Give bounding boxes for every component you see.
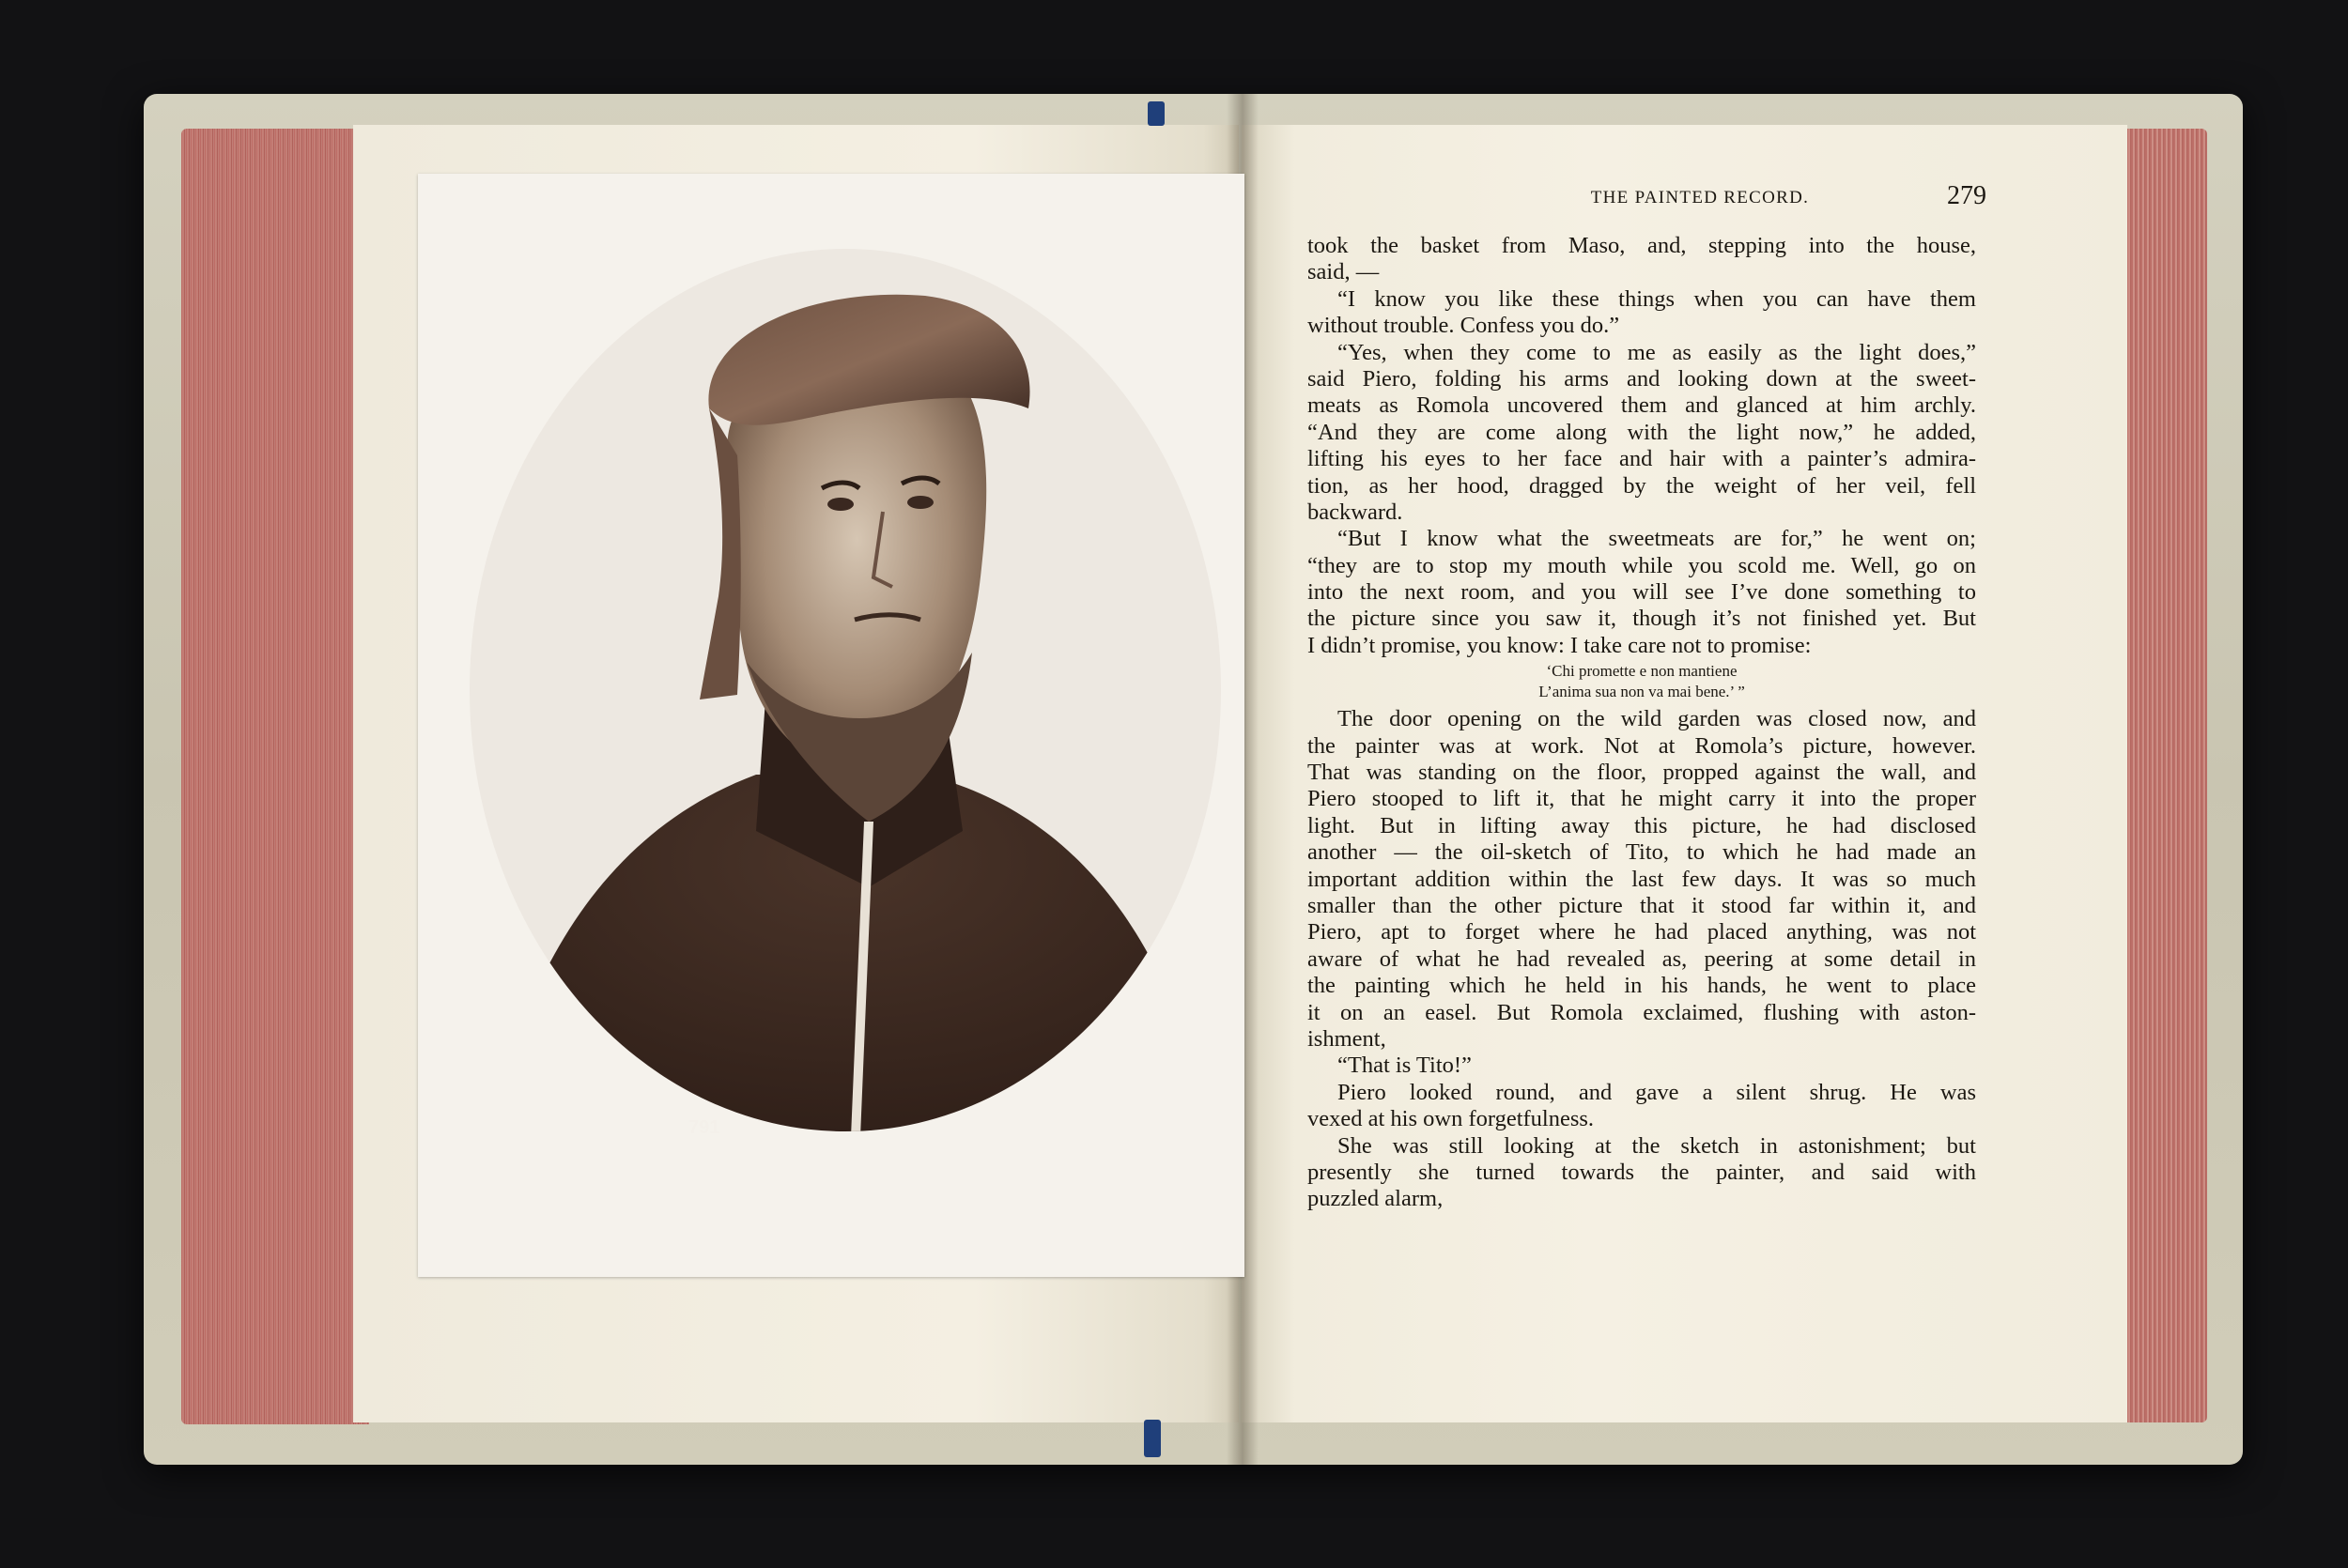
text-line: tion, as her hood, dragged by the weight of her veil, fell: [1307, 472, 1976, 499]
verse-line: L’anima sua non va mai bene.’ ”: [1538, 683, 1745, 701]
text-line: That was standing on the floor, propped against the wall, and: [1307, 760, 1976, 786]
bookmark-ribbon-bottom: [1144, 1420, 1161, 1457]
text-line: “they are to stop my mouth while you scold me. Well, go on: [1307, 552, 1976, 578]
page-edges-left: [181, 129, 369, 1424]
text-line: She was still looking at the sketch in astonishment; but: [1337, 1132, 1976, 1159]
text-line: “Yes, when they come to me as easily as the light does,”: [1337, 339, 1976, 365]
body-text: [1307, 233, 1976, 1213]
page-number: 279: [1947, 181, 1986, 210]
text-line: “That is Tito!”: [1337, 1053, 1472, 1079]
text-line: “But I know what the sweetmeats are for,” he went on;: [1337, 526, 1976, 552]
text-line: “I know you like these things when you can have them: [1337, 285, 1976, 312]
text-line: puzzled alarm,: [1307, 1186, 1444, 1212]
text-line: Piero, apt to forget where he had placed anything, was not: [1307, 919, 1976, 945]
text-block-2: [1307, 706, 1976, 1212]
text-line: without trouble. Confess you do.”: [1307, 313, 1620, 339]
text-line: the picture since you saw it, though it’s not finished yet. But: [1307, 606, 1976, 632]
text-line: the painting which he held in his hands, he went to place: [1307, 973, 1976, 999]
text-line: I didn’t promise, you know: I take care not to promise:: [1307, 632, 1812, 658]
text-block-1: [1307, 233, 1976, 659]
text-line: meats as Romola uncovered them and glanced at him archly.: [1307, 392, 1976, 419]
text-line: important addition within the last few days. It was so much: [1307, 866, 1976, 892]
text-line: said, —: [1307, 259, 1380, 285]
text-line: another — the oil-sketch of Tito, to which he had made an: [1307, 839, 1976, 866]
text-line: ishment,: [1307, 1025, 1386, 1052]
text-line: into the next room, and you will see I’ve done something to: [1307, 579, 1976, 606]
text-line: lifting his eyes to her face and hair with a painter’s admira-: [1307, 446, 1976, 472]
text-line: the painter was at work. Not at Romola’s picture, however.: [1307, 732, 1976, 759]
text-line: vexed at his own forgetfulness.: [1307, 1106, 1595, 1132]
running-head: THE PAINTED RECORD.: [1590, 188, 1810, 208]
portrait-plate: [418, 174, 1244, 1277]
text-line: it on an easel. But Romola exclaimed, flushing with aston-: [1307, 999, 1976, 1025]
text-line: “And they are come along with the light now,” he added,: [1307, 419, 1976, 445]
page-edges-right: [2123, 129, 2207, 1422]
plate-number: 791: [688, 1117, 720, 1138]
verse-line: ‘Chi promette e non mantiene: [1546, 662, 1738, 681]
text-line: The door opening on the wild garden was closed now, and: [1337, 706, 1976, 732]
portrait-engraving: [418, 174, 1244, 1277]
text-line: smaller than the other picture that it stood far within it, and: [1307, 892, 1976, 918]
text-line: took the basket from Maso, and, stepping into the house,: [1307, 233, 1976, 258]
text-line: presently she turned towards the painter, and said with: [1307, 1159, 1976, 1185]
text-line: backward.: [1307, 499, 1403, 525]
bookmark-ribbon-top: [1148, 101, 1165, 126]
text-line: Piero stooped to lift it, that he might carry it into the proper: [1307, 786, 1976, 812]
text-line: light. But in lifting away this picture, he had disclosed: [1307, 812, 1976, 838]
text-line: Piero looked round, and gave a silent shrug. He was: [1337, 1079, 1976, 1105]
text-line: said Piero, folding his arms and looking down at the sweet-: [1307, 365, 1976, 392]
verse-quote: [1307, 661, 1976, 702]
text-line: aware of what he had revealed as, peering at some detail in: [1307, 945, 1976, 972]
